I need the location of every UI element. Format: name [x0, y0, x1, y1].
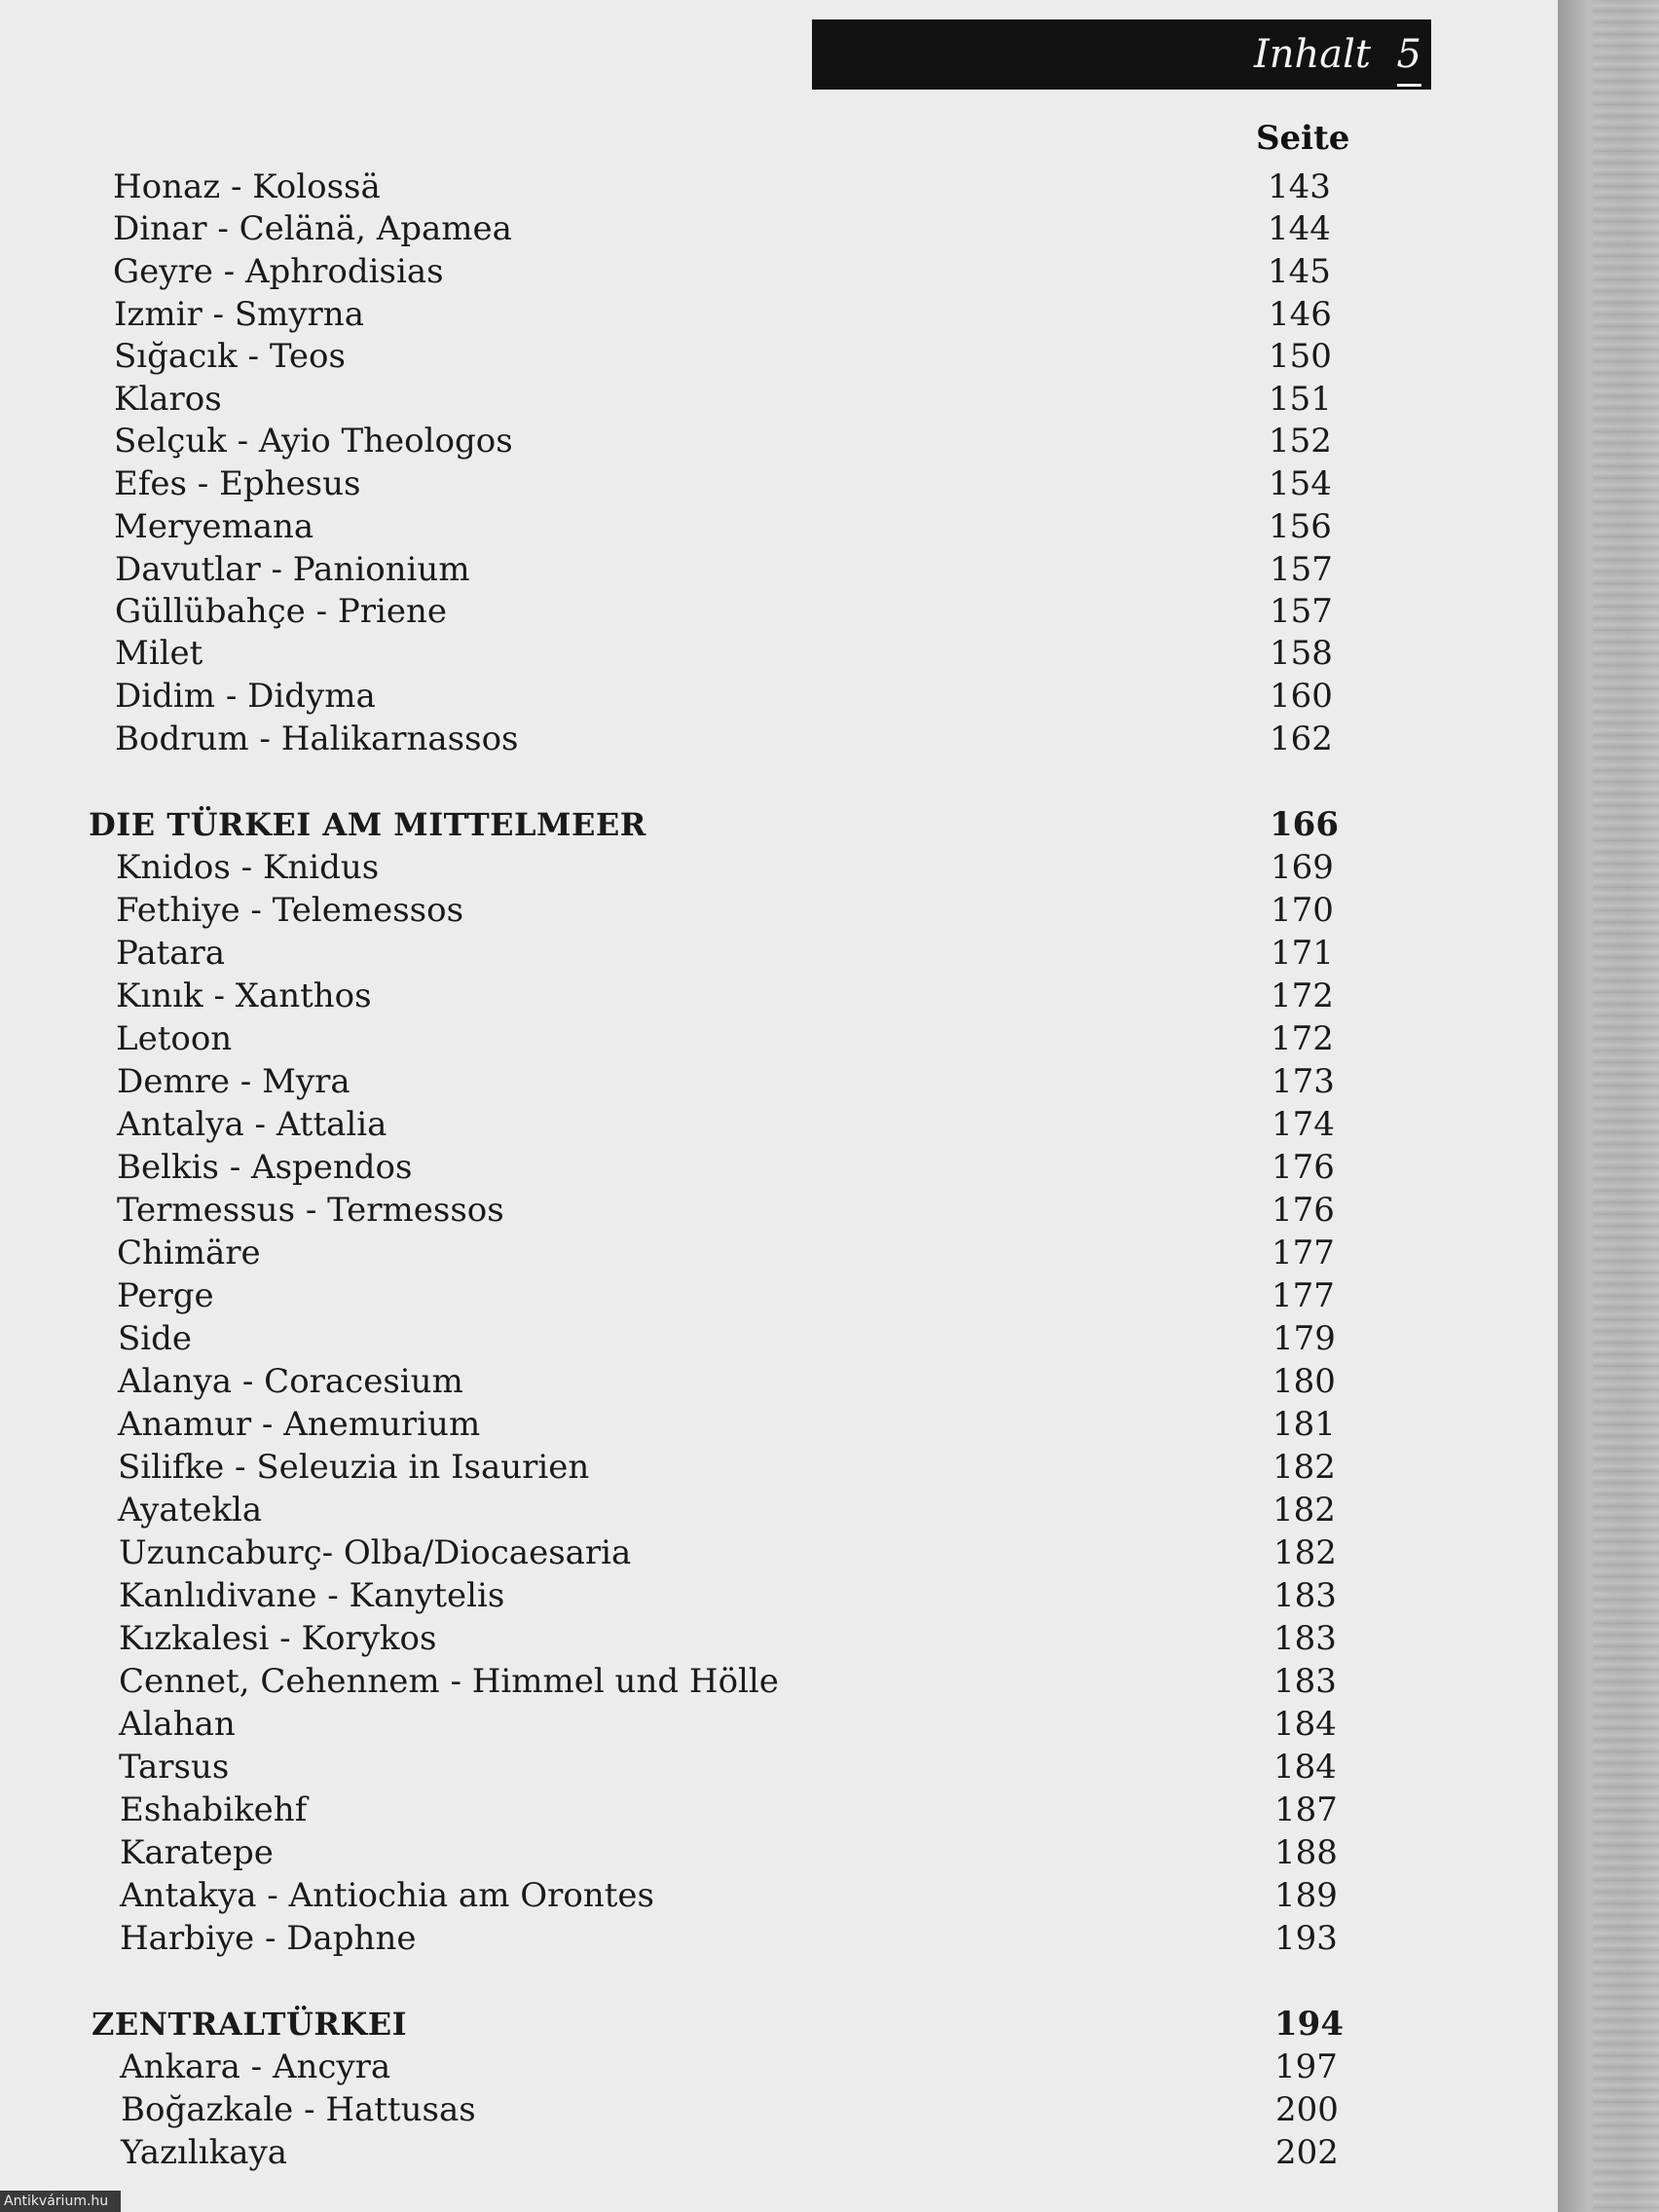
toc-entry	[119, 1747, 1369, 1788]
page-number: 170	[1271, 891, 1334, 930]
page-number: 143	[1268, 167, 1331, 206]
toc-entry	[117, 1275, 1367, 1316]
toc-entry	[114, 421, 1364, 461]
page-number: 172	[1271, 1019, 1334, 1058]
page-number: 169	[1271, 848, 1334, 887]
entry-title: Selçuk - Ayio Theologos	[114, 422, 513, 461]
toc-entry	[114, 294, 1364, 335]
page-number: 180	[1272, 1362, 1336, 1401]
entry-title: Antakya - Antiochia am Orontes	[120, 1876, 654, 1915]
page-number: 182	[1272, 1448, 1336, 1487]
page-number: 157	[1270, 592, 1333, 631]
entry-title: Letoon	[116, 1019, 233, 1058]
page-number: 177	[1272, 1276, 1335, 1315]
page-number: 146	[1269, 295, 1332, 334]
header-page-number: 5	[1397, 25, 1421, 87]
toc-entry	[116, 933, 1366, 974]
entry-title: Kınık - Xanthos	[116, 977, 372, 1015]
entry-title: Knidos - Knidus	[116, 848, 380, 887]
page-number: 152	[1269, 422, 1332, 461]
page-number: 184	[1273, 1748, 1337, 1787]
toc-entry	[121, 2089, 1371, 2130]
toc-entry	[118, 1318, 1368, 1359]
toc-entry	[117, 1104, 1367, 1145]
page-number: 200	[1275, 2090, 1339, 2129]
entry-title: Fethiye - Telemessos	[116, 891, 464, 930]
page-number: 193	[1274, 1919, 1338, 1958]
toc-entry	[115, 549, 1365, 590]
toc-entry	[115, 719, 1365, 759]
entry-title: Güllübahçe - Priene	[115, 592, 448, 631]
page-number: 176	[1272, 1148, 1335, 1187]
toc-entry	[119, 1704, 1369, 1745]
page-number: 145	[1268, 252, 1331, 291]
toc-entry	[118, 1361, 1368, 1402]
page-number: 194	[1274, 2005, 1344, 2044]
toc-entry	[116, 1018, 1366, 1059]
toc-entry	[113, 166, 1363, 207]
toc-entry	[120, 1789, 1370, 1830]
entry-title: Yazılıkaya	[121, 2133, 287, 2172]
page-number: 158	[1270, 634, 1333, 673]
toc-entry	[120, 1832, 1370, 1873]
page-number: 188	[1274, 1833, 1338, 1872]
entry-title: Sığacık - Teos	[114, 337, 346, 376]
toc-entry	[118, 1490, 1368, 1530]
entry-title: Karatepe	[120, 1833, 274, 1872]
page-number: 166	[1270, 805, 1339, 844]
page-number: 150	[1269, 337, 1332, 376]
page-number: 187	[1274, 1790, 1338, 1829]
page-number: 202	[1275, 2133, 1339, 2172]
entry-title: Izmir - Smyrna	[114, 295, 364, 334]
toc-entry	[118, 1404, 1368, 1445]
entry-title: Eshabikehf	[120, 1790, 308, 1829]
page-number: 197	[1274, 2047, 1338, 2086]
entry-title: Antalya - Attalia	[117, 1105, 387, 1144]
entry-title: Termessus - Termessos	[117, 1191, 504, 1230]
toc-entry	[116, 890, 1366, 931]
watermark: Antikvárium.hu	[0, 2191, 121, 2212]
toc-entry	[115, 676, 1365, 717]
toc-entry	[114, 463, 1364, 504]
entry-title: Honaz - Kolossä	[113, 167, 381, 206]
entry-title: Ayatekla	[118, 1491, 263, 1530]
toc-entry	[115, 633, 1365, 674]
entry-title: Side	[118, 1319, 193, 1358]
page-number: 157	[1270, 550, 1333, 589]
toc-entry	[113, 251, 1363, 292]
page-number: 173	[1272, 1062, 1335, 1101]
page-number: 189	[1274, 1876, 1338, 1915]
entry-title: Demre - Myra	[117, 1062, 350, 1101]
page-number: 172	[1271, 977, 1334, 1015]
page-edge-texture	[1593, 0, 1659, 2212]
page-number: 156	[1269, 507, 1332, 546]
entry-title: Davutlar - Panionium	[115, 550, 470, 589]
page-number: 183	[1273, 1619, 1337, 1658]
toc-entry	[117, 1190, 1367, 1231]
section-title: ZENTRALTÜRKEI	[92, 2006, 408, 2043]
entry-title: Anamur - Anemurium	[118, 1405, 481, 1444]
page-number: 179	[1272, 1319, 1336, 1358]
page-number: 181	[1272, 1405, 1336, 1444]
entry-title: Klaros	[114, 380, 222, 419]
header-title: Inhalt	[1253, 32, 1371, 77]
entry-title: Ankara - Ancyra	[120, 2047, 391, 2086]
toc-entry	[121, 2132, 1371, 2173]
toc-entry	[115, 591, 1365, 632]
page-number: 162	[1270, 719, 1333, 758]
toc-section-heading	[92, 2004, 1367, 2045]
entry-title: Kızkalesi - Korykos	[119, 1619, 437, 1658]
toc-entry	[118, 1447, 1368, 1488]
entry-title: Harbiye - Daphne	[120, 1919, 417, 1958]
toc-entry	[116, 976, 1366, 1016]
toc-entry	[117, 1233, 1367, 1273]
entry-title: Didim - Didyma	[115, 677, 376, 716]
page-number: 183	[1273, 1662, 1337, 1701]
entry-title: Chimäre	[117, 1234, 261, 1272]
entry-title: Geyre - Aphrodisias	[113, 252, 444, 291]
entry-title: Dinar - Celänä, Apamea	[113, 209, 512, 248]
toc-entry	[119, 1532, 1369, 1573]
column-header-seite: Seite	[1256, 119, 1350, 158]
entry-title: Tarsus	[119, 1748, 230, 1787]
entry-title: Cennet, Cehennem - Himmel und Hölle	[119, 1662, 779, 1701]
entry-title: Alahan	[119, 1705, 236, 1744]
entry-title: Silifke - Seleuzia in Isaurien	[118, 1448, 590, 1487]
page-number: 144	[1268, 209, 1331, 248]
toc-entry	[120, 1875, 1370, 1916]
page-number: 176	[1272, 1191, 1335, 1230]
entry-title: Uzuncaburç- Olba/Diocaesaria	[119, 1533, 632, 1572]
entry-title: Efes - Ephesus	[114, 464, 361, 503]
toc-entry	[119, 1618, 1369, 1659]
toc-section-heading	[89, 804, 1364, 845]
page-number: 174	[1272, 1105, 1335, 1144]
toc-entry	[113, 208, 1363, 249]
toc-entry	[120, 1918, 1370, 1959]
toc-entry	[114, 379, 1364, 420]
page-number: 177	[1272, 1234, 1335, 1272]
toc-entry	[117, 1061, 1367, 1102]
entry-title: Perge	[117, 1276, 214, 1315]
toc-entry	[119, 1661, 1369, 1702]
entry-title: Meryemana	[114, 507, 314, 546]
entry-title: Milet	[115, 634, 203, 673]
page-number: 160	[1270, 677, 1333, 716]
entry-title: Bodrum - Halikarnassos	[115, 719, 519, 758]
page-number: 182	[1273, 1533, 1337, 1572]
entry-title: Patara	[116, 934, 226, 973]
toc-entry	[114, 506, 1364, 547]
entry-title: Belkis - Aspendos	[117, 1148, 413, 1187]
toc-entry	[120, 2046, 1370, 2087]
page-number: 184	[1273, 1705, 1337, 1744]
toc-entry	[114, 336, 1364, 377]
toc-entry	[119, 1575, 1369, 1616]
entry-title: Boğazkale - Hattusas	[121, 2090, 476, 2129]
entry-title: Kanlıdivane - Kanytelis	[119, 1576, 505, 1615]
page-number: 182	[1272, 1491, 1336, 1530]
page-number: 171	[1271, 934, 1334, 973]
toc-entry	[117, 1147, 1367, 1188]
page-number: 154	[1269, 464, 1332, 503]
page-number: 183	[1273, 1576, 1337, 1615]
toc-entry	[116, 847, 1366, 888]
entry-title: Alanya - Coracesium	[118, 1362, 463, 1401]
section-title: DIE TÜRKEI AM MITTELMEER	[89, 806, 646, 843]
page-number: 151	[1269, 380, 1332, 419]
